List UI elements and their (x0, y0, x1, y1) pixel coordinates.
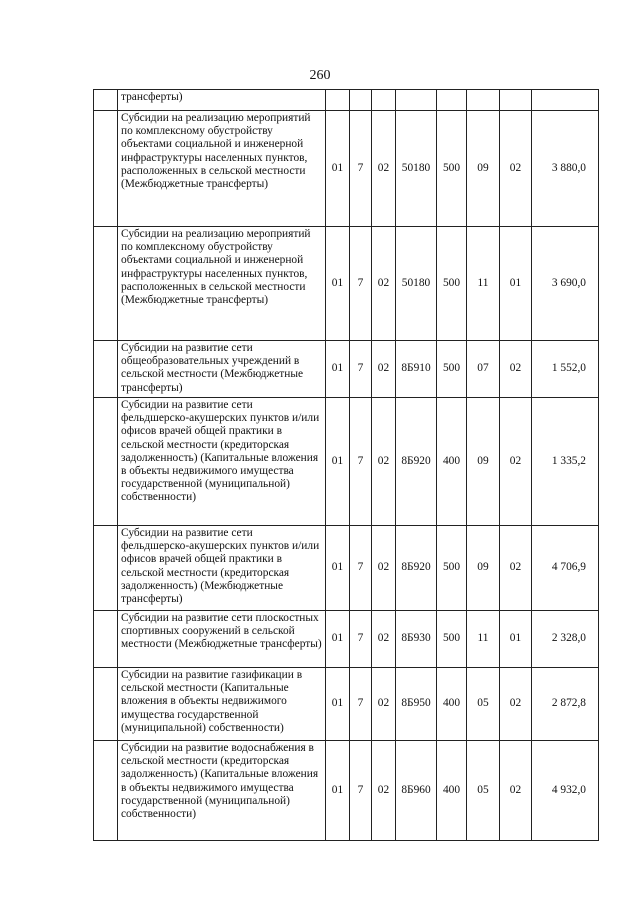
table-row-continuation (94, 90, 599, 111)
cell-c2: 7 (350, 398, 372, 526)
cell-c7: 02 (500, 526, 532, 611)
cell-c7: 02 (500, 341, 532, 398)
table-row (94, 227, 599, 341)
table-row (94, 526, 599, 611)
cell-c3: 02 (372, 741, 396, 841)
table-row (94, 398, 599, 526)
cell-empty (372, 90, 396, 111)
cell-amount: 4 706,9 (532, 526, 599, 611)
table-row (94, 111, 599, 227)
cell-c4: 8Б920 (396, 398, 437, 526)
cell-index (94, 398, 118, 526)
cell-index (94, 668, 118, 741)
cell-c4: 8Б950 (396, 668, 437, 741)
cell-index (94, 611, 118, 668)
cell-c1: 01 (326, 526, 350, 611)
cell-c2: 7 (350, 741, 372, 841)
cell-name: трансферты) (118, 90, 326, 111)
cell-c2: 7 (350, 227, 372, 341)
cell-amount: 1 552,0 (532, 341, 599, 398)
cell-c1: 01 (326, 111, 350, 227)
cell-c4: 8Б930 (396, 611, 437, 668)
cell-c5: 500 (437, 341, 467, 398)
cell-c2: 7 (350, 668, 372, 741)
cell-index (94, 341, 118, 398)
cell-c7: 02 (500, 668, 532, 741)
cell-c1: 01 (326, 611, 350, 668)
cell-amount: 2 872,8 (532, 668, 599, 741)
cell-c4: 50180 (396, 227, 437, 341)
cell-index (94, 111, 118, 227)
cell-c6: 09 (467, 526, 500, 611)
cell-c6: 05 (467, 741, 500, 841)
cell-c2: 7 (350, 341, 372, 398)
cell-c5: 400 (437, 398, 467, 526)
cell-c1: 01 (326, 341, 350, 398)
cell-c4: 8Б910 (396, 341, 437, 398)
cell-c3: 02 (372, 398, 396, 526)
cell-amount: 4 932,0 (532, 741, 599, 841)
cell-c1: 01 (326, 398, 350, 526)
cell-amount: 2 328,0 (532, 611, 599, 668)
cell-c4: 8Б960 (396, 741, 437, 841)
cell-c6: 11 (467, 611, 500, 668)
cell-c6: 05 (467, 668, 500, 741)
cell-c6: 09 (467, 111, 500, 227)
cell-c3: 02 (372, 611, 396, 668)
cell-c7: 02 (500, 398, 532, 526)
cell-empty (532, 90, 599, 111)
table-row (94, 668, 599, 741)
cell-c4: 50180 (396, 111, 437, 227)
table-row (94, 741, 599, 841)
cell-c7: 02 (500, 741, 532, 841)
cell-amount: 1 335,2 (532, 398, 599, 526)
cell-c6: 09 (467, 398, 500, 526)
cell-name: Субсидии на реализацию мероприятий по комплексному обустройству объектами социальной и инженерной инфраструктуры населенных пунктов, расположенных в сельской местности (Межбюджетные трансферты) (118, 227, 326, 341)
cell-c5: 500 (437, 526, 467, 611)
cell-c6: 11 (467, 227, 500, 341)
cell-amount: 3 690,0 (532, 227, 599, 341)
cell-c6: 07 (467, 341, 500, 398)
cell-c3: 02 (372, 227, 396, 341)
cell-c3: 02 (372, 668, 396, 741)
cell-name: Субсидии на развитие сети общеобразовательных учреждений в сельской местности (Межбюджетные трансферты) (118, 341, 326, 398)
cell-empty (467, 90, 500, 111)
table-row (94, 611, 599, 668)
cell-c3: 02 (372, 111, 396, 227)
cell-empty (350, 90, 372, 111)
cell-c7: 01 (500, 611, 532, 668)
cell-c4: 8Б920 (396, 526, 437, 611)
table-row (94, 341, 599, 398)
cell-name: Субсидии на развитие сети фельдшерско-акушерских пунктов и/или офисов врачей общей практики в сельской местности (кредиторская задолженность) (Межбюджетные трансферты) (118, 526, 326, 611)
cell-empty (500, 90, 532, 111)
cell-c1: 01 (326, 741, 350, 841)
cell-c2: 7 (350, 611, 372, 668)
cell-empty (326, 90, 350, 111)
cell-name: Субсидии на развитие сети фельдшерско-акушерских пунктов и/или офисов врачей общей практики в сельской местности (кредиторская задолженность) (Капитальные вложения в объекты недвижимого имущества государственной (муниципальной) собственности) (118, 398, 326, 526)
cell-c7: 02 (500, 111, 532, 227)
cell-c5: 500 (437, 111, 467, 227)
cell-index (94, 90, 118, 111)
cell-c5: 400 (437, 668, 467, 741)
cell-amount: 3 880,0 (532, 111, 599, 227)
cell-index (94, 526, 118, 611)
cell-empty (396, 90, 437, 111)
cell-c5: 500 (437, 611, 467, 668)
cell-c3: 02 (372, 341, 396, 398)
cell-c7: 01 (500, 227, 532, 341)
cell-name: Субсидии на развитие газификации в сельской местности (Капитальные вложения в объекты недвижимого имущества государственной (муниципальной) собственности) (118, 668, 326, 741)
cell-c2: 7 (350, 111, 372, 227)
cell-c5: 400 (437, 741, 467, 841)
cell-c1: 01 (326, 227, 350, 341)
cell-index (94, 741, 118, 841)
budget-table (93, 89, 599, 841)
cell-empty (437, 90, 467, 111)
cell-name: Субсидии на реализацию мероприятий по комплексному обустройству объектами социальной и инженерной инфраструктуры населенных пунктов, расположенных в сельской местности (Межбюджетные трансферты) (118, 111, 326, 227)
page-number: 260 (309, 68, 331, 83)
cell-c2: 7 (350, 526, 372, 611)
cell-c3: 02 (372, 526, 396, 611)
table-body (94, 90, 599, 841)
cell-c5: 500 (437, 227, 467, 341)
cell-c1: 01 (326, 668, 350, 741)
cell-index (94, 227, 118, 341)
cell-name: Субсидии на развитие водоснабжения в сельской местности (кредиторская задолженность) (Капитальные вложения в объекты недвижимого имущества государственной (муниципальной) собственности) (118, 741, 326, 841)
cell-name: Субсидии на развитие сети плоскостных спортивных сооружений в сельской местности (Межбюджетные трансферты) (118, 611, 326, 668)
